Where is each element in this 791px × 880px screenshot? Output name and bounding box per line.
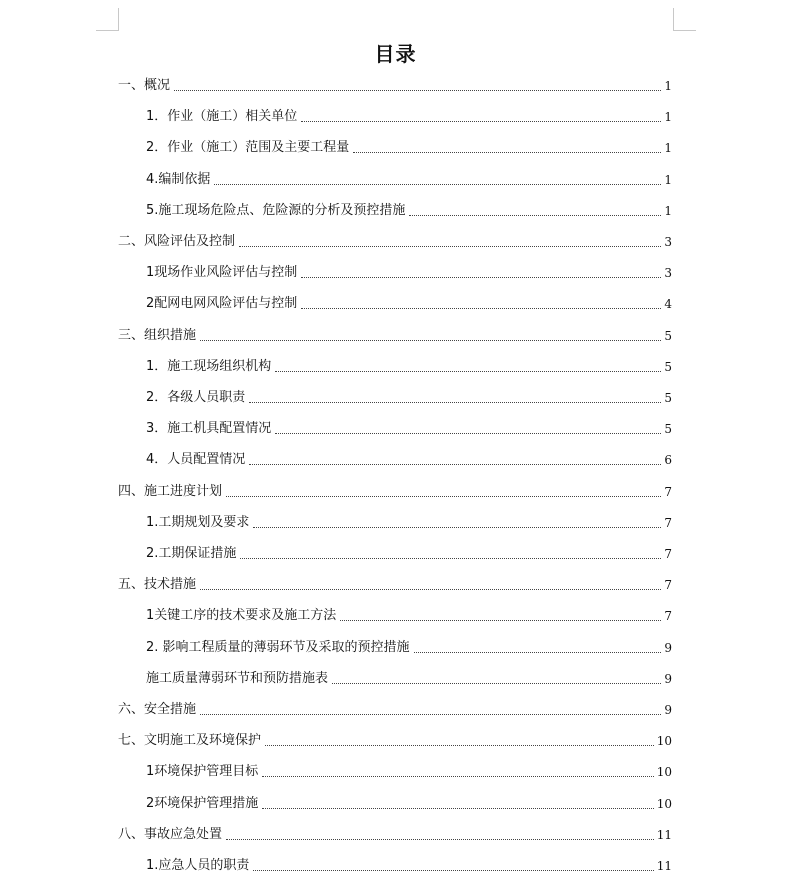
toc-page-number: 10 — [656, 734, 672, 749]
toc-entry-text: 1关键工序的技术要求及施工方法 — [146, 608, 337, 624]
toc-dot-leader — [275, 433, 661, 434]
toc-entry[interactable] — [118, 322, 672, 344]
toc-entry[interactable] — [146, 446, 672, 468]
toc-dot-leader — [249, 402, 661, 403]
toc-entry-text: 一、概况 — [118, 78, 171, 93]
toc-page-number: 7 — [664, 484, 672, 499]
toc-entry[interactable] — [146, 197, 672, 219]
toc-entry[interactable] — [118, 571, 672, 593]
toc-page-number: 7 — [664, 547, 672, 561]
toc-dot-leader — [265, 745, 654, 746]
toc-entry-text: 1.应急人员的职责 — [146, 858, 250, 873]
toc-entry-text: 2．作业（施工）范围及主要工程量 — [146, 140, 350, 156]
toc-entry[interactable] — [146, 758, 672, 780]
toc-entry-text: 5.施工现场危险点、危险源的分析及预控措施 — [146, 202, 406, 218]
toc-entry[interactable] — [146, 540, 672, 562]
toc-dot-leader — [226, 839, 654, 840]
toc-dot-leader — [239, 246, 661, 247]
toc-dot-leader — [253, 527, 661, 528]
toc-entry-text: 2.工期保证措施 — [146, 546, 237, 561]
toc-page-number: 5 — [664, 359, 672, 374]
toc-dot-leader — [409, 215, 661, 216]
toc-dot-leader — [214, 184, 661, 185]
toc-entry[interactable] — [146, 852, 672, 874]
toc-dot-leader — [301, 277, 661, 278]
page-corner-mark-top-left — [96, 8, 119, 31]
toc-entry-text: 3．施工机具配置情况 — [146, 421, 272, 437]
toc-entry-text: 1．施工现场组织机构 — [146, 358, 272, 374]
toc-page-number: 9 — [664, 671, 672, 686]
toc-page-number: 7 — [664, 609, 672, 624]
toc-dot-leader — [174, 90, 661, 91]
toc-page-number: 3 — [664, 235, 672, 249]
toc-page-number: 7 — [664, 578, 672, 593]
toc-page-number: 9 — [664, 703, 672, 717]
toc-entry-text: 1环境保护管理目标 — [146, 764, 259, 780]
toc-dot-leader — [301, 121, 661, 122]
toc-page-number: 7 — [664, 515, 672, 530]
toc-page-number: 6 — [664, 453, 672, 468]
toc-dot-leader — [340, 620, 661, 621]
toc-entry-text: 1．作业（施工）相关单位 — [146, 109, 298, 125]
toc-dot-leader — [262, 808, 653, 809]
toc-dot-leader — [249, 464, 661, 465]
toc-dot-leader — [353, 152, 661, 153]
toc-entry-text: 七、文明施工及环境保护 — [118, 733, 262, 749]
toc-entry[interactable] — [146, 134, 672, 156]
toc-title: 目录 — [374, 42, 417, 66]
toc-dot-leader — [200, 340, 661, 341]
toc-page-number: 10 — [656, 765, 672, 780]
toc-entry-text: 二、风险评估及控制 — [118, 234, 236, 249]
toc-dot-leader — [200, 589, 661, 590]
toc-dot-leader — [253, 870, 653, 871]
toc-entry-text: 1现场作业风险评估与控制 — [146, 265, 298, 281]
toc-entry[interactable] — [146, 353, 672, 375]
toc-entry-text: 4.编制依据 — [146, 171, 211, 187]
toc-page-number: 5 — [664, 328, 672, 343]
toc-dot-leader — [332, 683, 661, 684]
toc-entry[interactable] — [146, 602, 672, 624]
toc-entry-text: 2配网电网风险评估与控制 — [146, 296, 298, 312]
toc-page-number: 11 — [656, 859, 672, 873]
toc-entry-text: 六、安全措施 — [118, 702, 197, 717]
toc-entry[interactable] — [146, 290, 672, 312]
toc-page-number: 1 — [664, 141, 672, 156]
toc-page-number: 10 — [656, 796, 672, 811]
toc-entry-text: 4．人员配置情况 — [146, 452, 246, 468]
toc-dot-leader — [414, 652, 662, 653]
toc-entry-text: 八、事故应急处置 — [118, 826, 223, 842]
toc-entry[interactable] — [118, 696, 672, 718]
toc-entry-text: 2．各级人员职责 — [146, 390, 246, 405]
toc-entry[interactable] — [146, 509, 672, 531]
toc-page-number: 1 — [664, 172, 672, 187]
toc-page-number: 3 — [664, 266, 672, 281]
toc-entry[interactable] — [118, 727, 672, 749]
toc-entry[interactable] — [118, 478, 672, 500]
toc-dot-leader — [275, 371, 661, 372]
toc-entry[interactable] — [118, 228, 672, 250]
toc-entry[interactable] — [118, 72, 672, 94]
toc-entry[interactable] — [146, 103, 672, 125]
toc-entry[interactable] — [146, 415, 672, 437]
page-corner-mark-top-right — [673, 8, 696, 31]
toc-page-number: 1 — [664, 203, 672, 218]
toc-entry-text: 五、技术措施 — [118, 577, 197, 593]
toc-entry[interactable] — [146, 384, 672, 406]
toc-page-number: 1 — [664, 110, 672, 125]
toc-entry-text: 三、组织措施 — [118, 327, 197, 343]
toc-entry[interactable] — [118, 821, 672, 843]
toc-entry[interactable] — [146, 259, 672, 281]
toc-page-number: 5 — [664, 391, 672, 405]
toc-entry-text: 施工质量薄弱环节和预防措施表 — [146, 670, 329, 686]
toc-entry[interactable] — [146, 166, 672, 188]
toc-entry-text: 1.工期规划及要求 — [146, 514, 250, 530]
toc-entry[interactable] — [146, 665, 672, 687]
toc-page-number: 5 — [664, 422, 672, 437]
toc-entry-text: 2环境保护管理措施 — [146, 795, 259, 811]
toc-dot-leader — [240, 558, 661, 559]
toc-dot-leader — [226, 496, 661, 497]
toc-entry-text: 四、施工进度计划 — [118, 483, 223, 499]
toc-dot-leader — [200, 714, 661, 715]
toc-page-number: 9 — [664, 640, 672, 655]
toc-page-number: 11 — [656, 827, 672, 842]
toc-entry[interactable] — [146, 790, 672, 812]
toc-dot-leader — [262, 776, 653, 777]
toc-page-number: 4 — [664, 297, 672, 312]
toc-entry[interactable] — [146, 634, 672, 656]
toc-entry-text: 2. 影响工程质量的薄弱环节及采取的预控措施 — [146, 639, 410, 655]
toc-dot-leader — [301, 308, 661, 309]
toc-page-number: 1 — [664, 79, 672, 93]
